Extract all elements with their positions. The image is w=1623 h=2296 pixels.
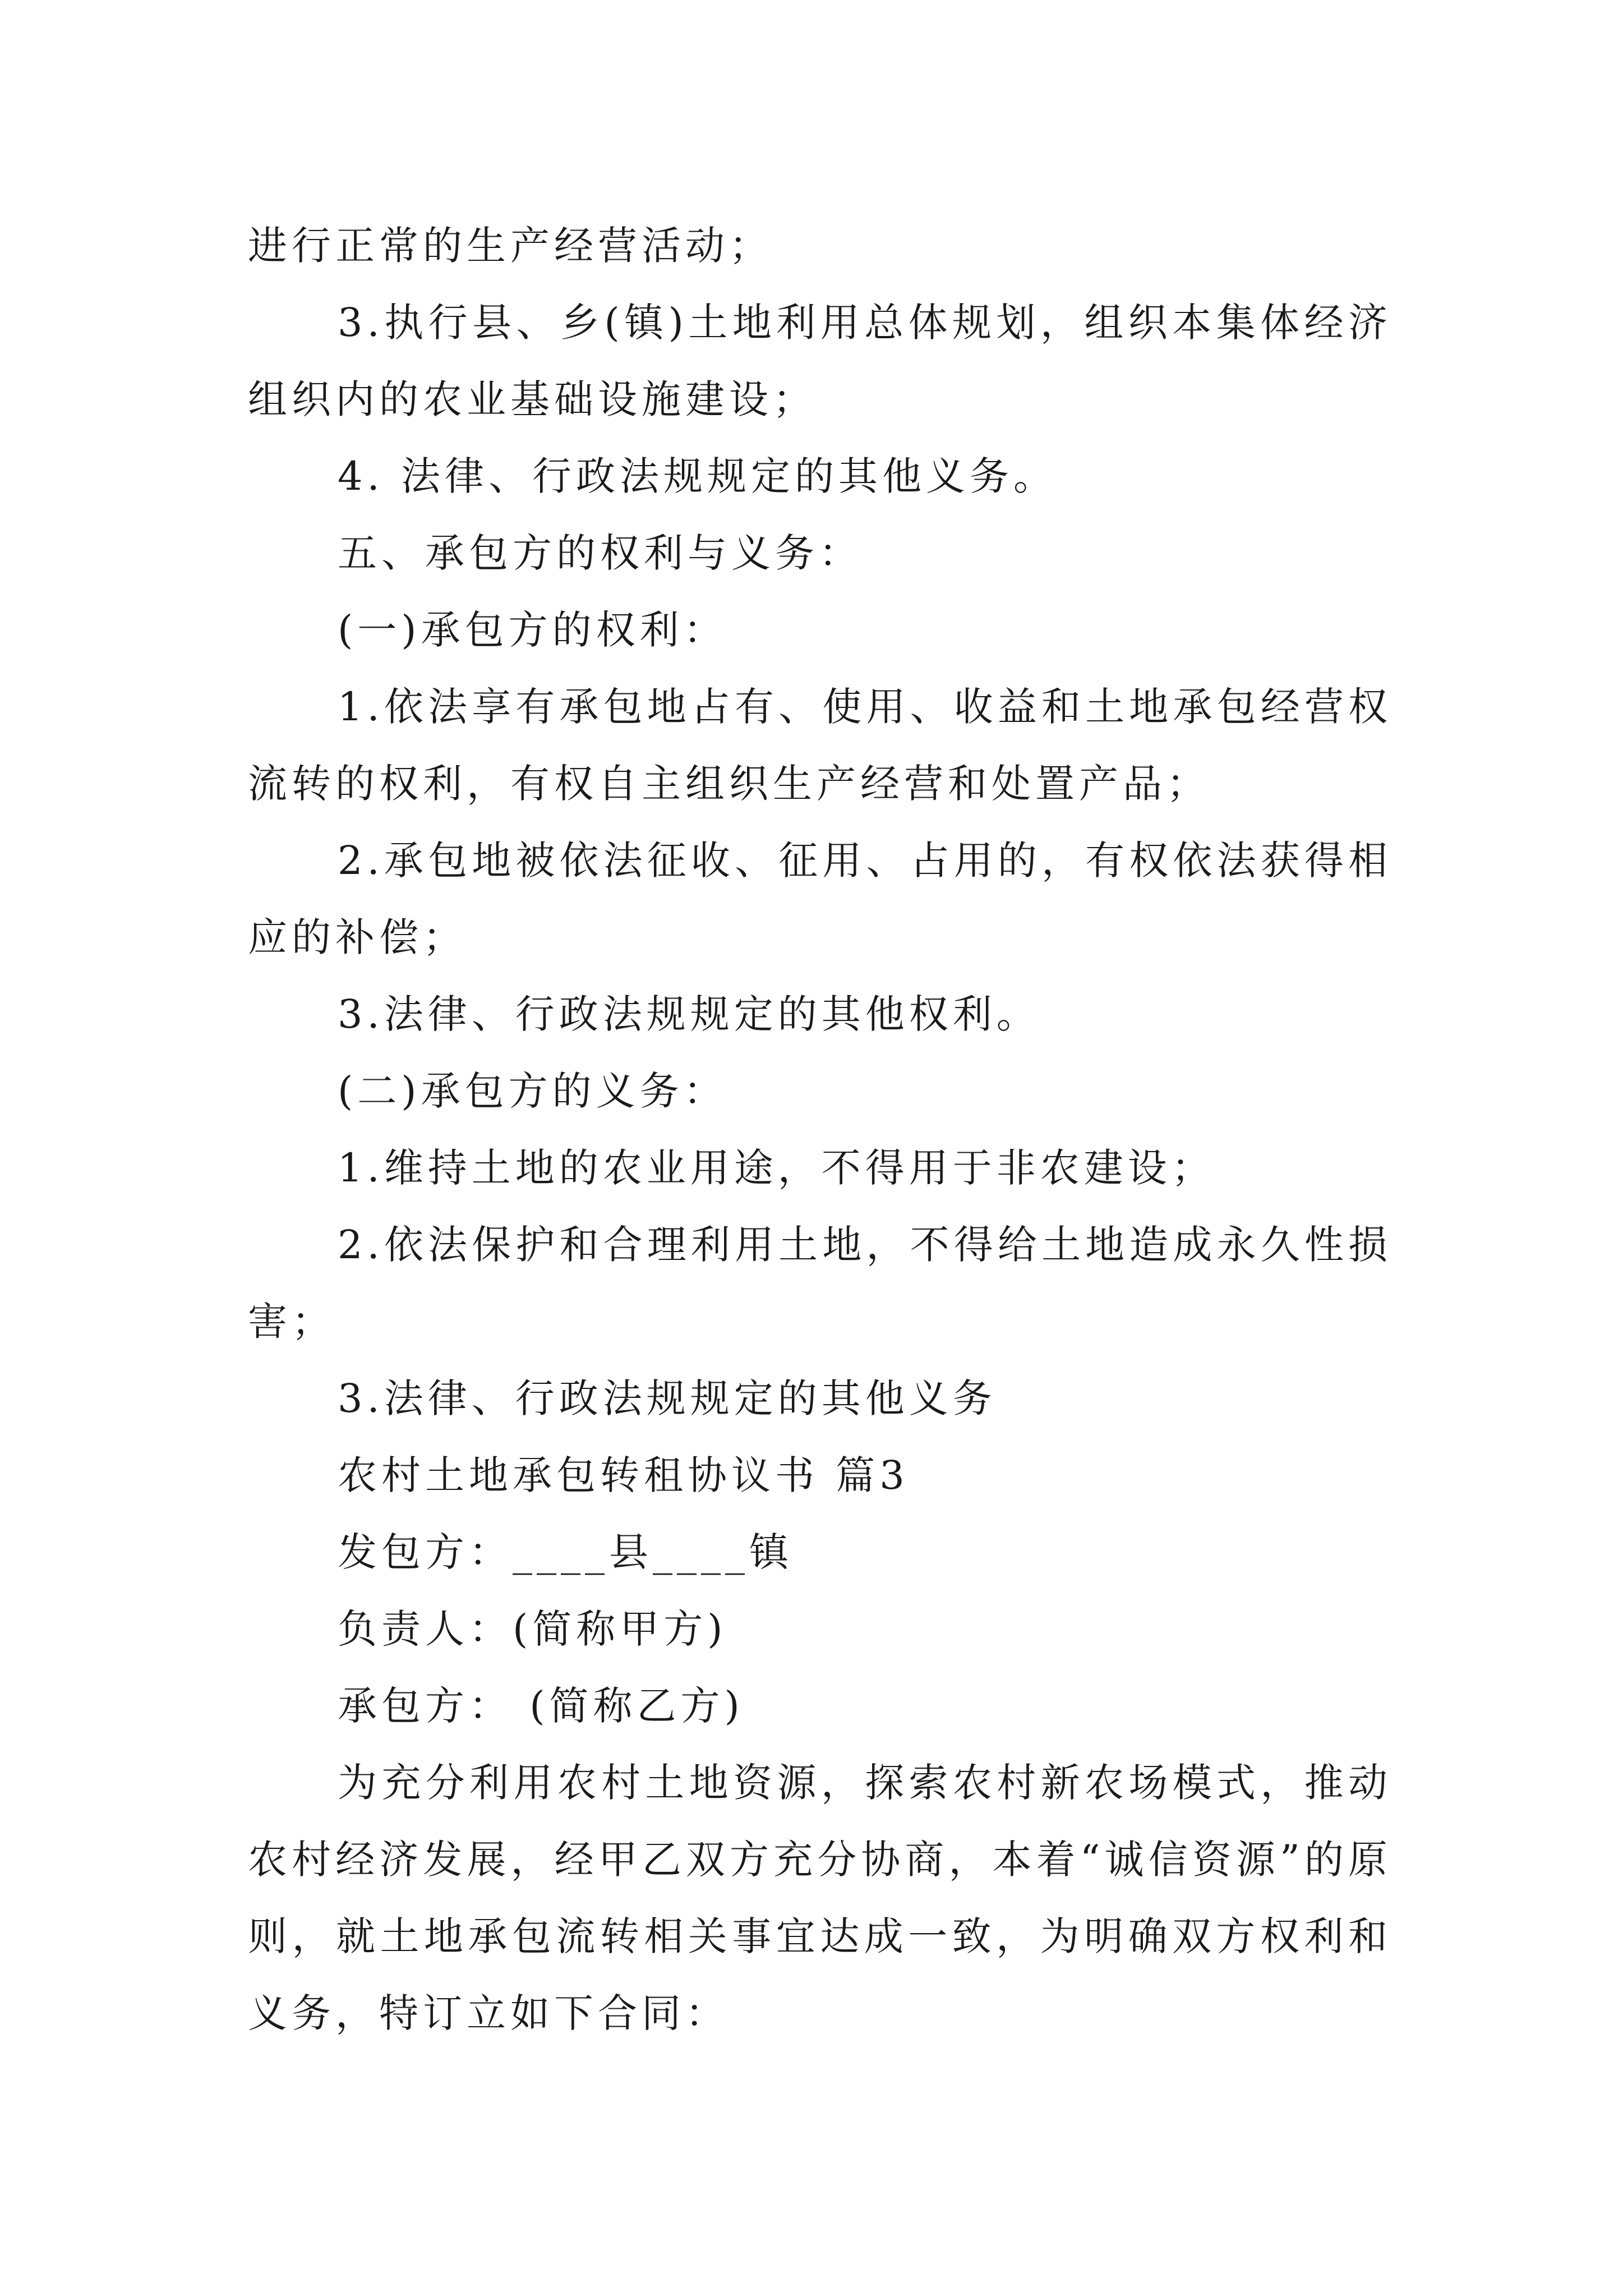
paragraph-item: 4. 法律、行政法规规定的其他义务。 (338, 453, 1058, 499)
party-line-responsible: 负责人：(简称甲方) (338, 1606, 727, 1652)
preamble-paragraph: 为充分利用农村土地资源，探索农村新农场模式，推动农村经济发展，经甲乙双方充分协商，本着“诚信资源”的原则，就土地承包流转相关事宜达成一致，为明确双方权利和义务，特订立如下合同： (248, 1760, 1392, 2036)
party-line-contractor: 承包方： (简称乙方) (338, 1683, 744, 1729)
document-body (248, 208, 1392, 2052)
paragraph-item: 2.承包地被依法征收、征用、占用的，有权依法获得相应的补偿； (248, 838, 1392, 960)
paragraph-item: 2.依法保护和合理利用土地，不得给土地造成永久性损害； (248, 1222, 1392, 1345)
paragraph-item: 1.维持土地的农业用途，不得用于非农建设； (338, 1145, 1215, 1191)
paragraph-continuation: 进行正常的生产经营活动； (248, 223, 773, 269)
section-heading: 五、承包方的权利与义务： (338, 530, 863, 576)
paragraph-item: 1.依法享有承包地占有、使用、收益和土地承包经营权流转的权利，有权自主组织生产经营和处置产品； (248, 684, 1392, 807)
paragraph-item: 3.法律、行政法规规定的其他义务 (338, 1375, 997, 1421)
subsection-heading: (一)承包方的权利： (338, 607, 727, 653)
subsection-heading: (二)承包方的义务： (338, 1068, 727, 1114)
party-line-issuer: 发包方：____县____镇 (338, 1529, 793, 1575)
paragraph-item: 3.法律、行政法规规定的其他权利。 (338, 991, 1040, 1037)
document-title: 农村土地承包转租协议书 篇3 (338, 1452, 909, 1498)
paragraph-item: 3.执行县、乡(镇)土地利用总体规划，组织本集体经济组织内的农业基础设施建设； (248, 300, 1392, 422)
